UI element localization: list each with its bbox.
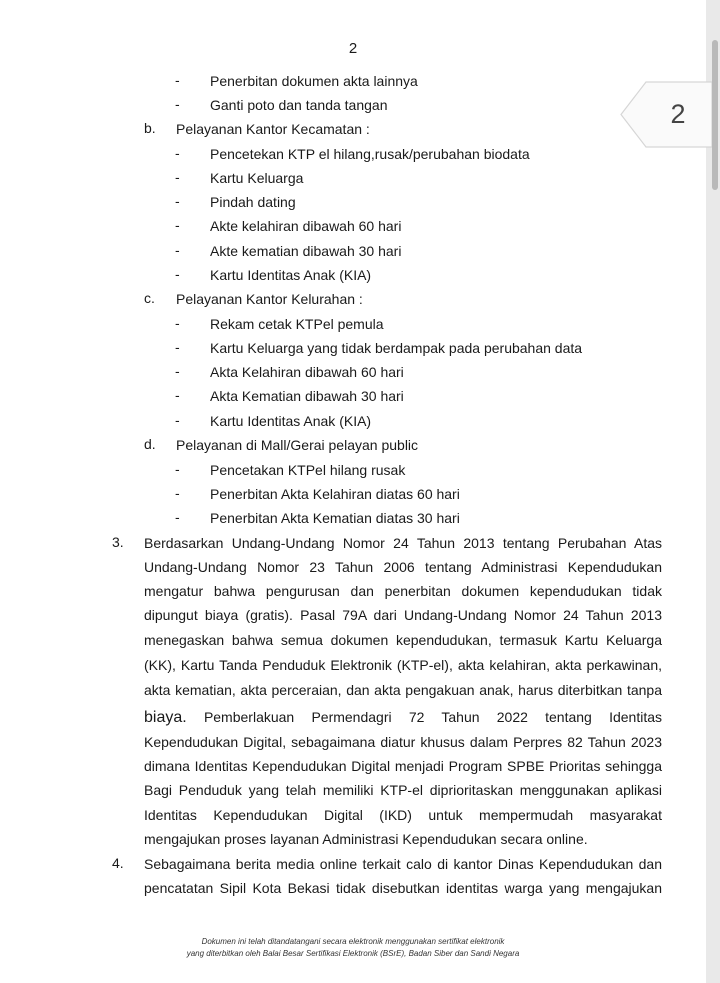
bullet-dash: -: [175, 242, 180, 258]
section-title: Pelayanan di Mall/Gerai pelayan public: [176, 437, 419, 453]
bullet-dash: -: [175, 193, 180, 209]
paragraph-line: dipungut biaya (gratis). Pasal 79A dari Undang-Undang Nomor 24 Tahun 2013: [144, 607, 662, 623]
bullet-dash: -: [175, 266, 180, 282]
paragraph-line: Sebagaimana berita media online terkait calo di kantor Dinas Kependudukan dan: [144, 856, 662, 872]
bullet-item: Akte kelahiran dibawah 60 hari: [210, 218, 402, 234]
page-indicator-number: 2: [670, 99, 686, 129]
bullet-item: Pencetakan KTPel hilang rusak: [210, 462, 406, 478]
bullet-item: Rekam cetak KTPel pemula: [210, 316, 384, 332]
footer-line: Dokumen ini telah ditandatangani secara elektronik menggunakan sertifikat elektronik: [201, 937, 505, 946]
paragraph-line: akta kematian, akta perceraian, dan akta pengakuan anak, harus diterbitkan tanpa: [144, 682, 662, 698]
section-title: Pelayanan Kantor Kelurahan :: [176, 291, 363, 307]
bullet-item: Penerbitan Akta Kematian diatas 30 hari: [210, 510, 460, 526]
scrollbar-thumb[interactable]: [712, 40, 718, 190]
section-letter: b.: [144, 120, 156, 136]
paragraph-number: 3.: [112, 534, 124, 550]
section-letter: c.: [144, 290, 155, 306]
bullet-dash: -: [175, 339, 180, 355]
section-letter: d.: [144, 436, 156, 452]
paragraph-line: menegaskan bahwa semua dokumen kependudukan, termasuk Kartu Keluarga: [144, 632, 662, 648]
bullet-item: Akte kematian dibawah 30 hari: [210, 243, 402, 259]
bullet-dash: -: [175, 509, 180, 525]
footer-line: yang diterbitkan oleh Balai Besar Sertifikasi Elektronik (BSrE), Badan Siber dan Sandi Negara: [186, 949, 520, 958]
bullet-dash: -: [175, 217, 180, 233]
bullet-item: Penerbitan dokumen akta lainnya: [210, 73, 418, 89]
bullet-item: Pindah dating: [210, 194, 296, 210]
paragraph-line: Berdasarkan Undang-Undang Nomor 24 Tahun 2013 tentang Perubahan Atas: [144, 535, 662, 551]
biaya-word: biaya.: [144, 709, 187, 726]
bullet-dash: -: [175, 72, 180, 88]
paragraph-line: Bagi Penduduk yang telah memiliki KTP-el diprioritaskan menggunakan aplikasi: [144, 782, 662, 798]
bullet-dash: -: [175, 485, 180, 501]
paragraph-line: Identitas Kependudukan Digital (IKD) untuk mempermudah masyarakat: [144, 807, 662, 823]
bullet-item: Akta Kematian dibawah 30 hari: [210, 388, 404, 404]
bullet-dash: -: [175, 387, 180, 403]
bullet-dash: -: [175, 145, 180, 161]
paragraph-line: (KK), Kartu Tanda Penduduk Elektronik (KTP-el), akta kelahiran, akta perkawinan,: [144, 657, 662, 673]
bullet-item: Kartu Keluarga yang tidak berdampak pada perubahan data: [210, 340, 583, 356]
bullet-dash: -: [175, 96, 180, 112]
bullet-item: Kartu Identitas Anak (KIA): [210, 413, 372, 429]
page-number: 2: [348, 40, 358, 57]
section-title: Pelayanan Kantor Kecamatan :: [176, 121, 370, 137]
bullet-item: Kartu Keluarga: [210, 170, 304, 186]
bullet-item: Penerbitan Akta Kelahiran diatas 60 hari: [210, 486, 460, 502]
bullet-item: Akta Kelahiran dibawah 60 hari: [210, 364, 404, 380]
bullet-dash: -: [175, 169, 180, 185]
bullet-dash: -: [175, 461, 180, 477]
paragraph-line: mengajukan proses layanan Administrasi Kependudukan secara online.: [144, 831, 588, 847]
paragraph-line: pencatatan Sipil Kota Bekasi tidak disebutkan identitas warga yang mengajukan: [144, 880, 662, 896]
paragraph-line: Undang-Undang Nomor 23 Tahun 2006 tentang Administrasi Kependudukan: [144, 559, 662, 575]
bullet-dash: -: [175, 315, 180, 331]
paragraph-line: mengatur bahwa pengurusan dan penerbitan dokumen kependudukan tidak: [144, 583, 662, 599]
bullet-item: Kartu Identitas Anak (KIA): [210, 267, 372, 283]
paragraph-number: 4.: [112, 855, 124, 871]
bullet-dash: -: [175, 412, 180, 428]
bullet-dash: -: [175, 363, 180, 379]
page-indicator-badge[interactable]: [620, 81, 712, 148]
paragraph-line: Kependudukan Digital, sebagaimana diatur khusus dalam Perpres 82 Tahun 2023: [144, 734, 662, 750]
bullet-item: Pencetekan KTP el hilang,rusak/perubahan biodata: [210, 146, 530, 162]
bullet-item: Ganti poto dan tanda tangan: [210, 97, 388, 113]
paragraph-line-biaya: [144, 708, 662, 727]
biaya-rest: Pemberlakuan Permendagri 72 Tahun 2022 tentang Identitas: [203, 709, 662, 725]
paragraph-line: dimana Identitas Kependudukan Digital menjadi Program SPBE Prioritas sehingga: [144, 758, 662, 774]
